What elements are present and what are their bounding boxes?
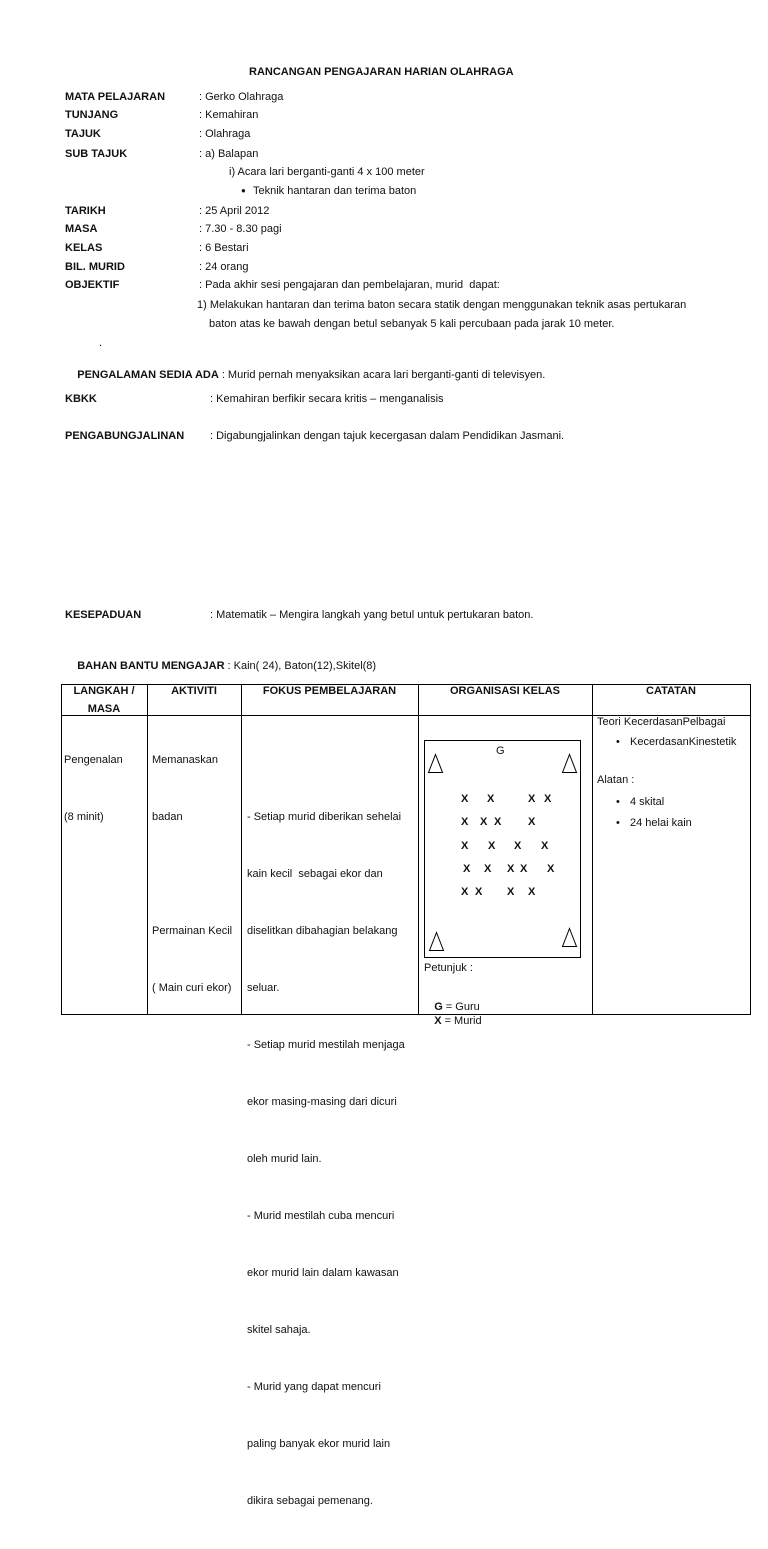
- fokus-line: ekor masing-masing dari dicuri: [247, 1096, 397, 1108]
- fokus-line: dikira sebagai pemenang.: [247, 1495, 373, 1507]
- student-mark: X: [480, 816, 488, 828]
- cell-aktiviti: [152, 713, 232, 1036]
- aktiviti-line: Memanaskan: [152, 754, 219, 766]
- student-mark: X: [494, 816, 502, 828]
- student-mark: X: [487, 793, 495, 805]
- student-mark: X: [528, 886, 536, 898]
- cell-fokus: [247, 770, 405, 1549]
- aktiviti-line: Permainan Kecil: [152, 925, 233, 937]
- aktiviti-line: badan: [152, 811, 183, 823]
- legend-item: [422, 1000, 482, 1042]
- label-kelas: KELAS: [65, 242, 103, 254]
- fokus-line: skitel sahaja.: [247, 1324, 311, 1336]
- student-mark: X: [520, 863, 528, 875]
- fokus-line: - Setiap murid diberikan sehelai: [247, 811, 402, 823]
- value-kesepaduan: : Matematik – Mengira langkah yang betul untuk pertukaran baton.: [210, 609, 534, 621]
- student-mark: X: [488, 840, 496, 852]
- langkah-line: (8 minit): [64, 811, 104, 823]
- pengalaman-line: [65, 354, 545, 396]
- label-pengabungjalinan: PENGABUNGJALINAN: [65, 430, 185, 442]
- student-mark: X: [514, 840, 522, 852]
- student-mark: X: [507, 886, 515, 898]
- legend-title: Petunjuk :: [424, 962, 473, 974]
- column-divider: [592, 685, 593, 1014]
- value-sub-tajuk: : a) Balapan: [199, 148, 259, 160]
- fokus-line: - Murid mestilah cuba mencuri: [247, 1210, 395, 1222]
- aktiviti-spacer: [152, 865, 232, 884]
- label-tajuk: TAJUK: [65, 128, 101, 140]
- fokus-line: ekor murid lain dalam kawasan: [247, 1267, 399, 1279]
- catatan-alatan: Alatan :: [597, 774, 635, 786]
- student-mark: X: [461, 793, 469, 805]
- sub-tajuk-subitem: Teknik hantaran dan terima baton: [253, 185, 417, 197]
- catatan-alatan-item: 4 skital: [630, 796, 665, 808]
- triangle-outline-icon: [562, 928, 577, 947]
- legend-key: G: [434, 1001, 443, 1013]
- label-pengalaman: PENGALAMAN SEDIA ADA: [77, 369, 219, 381]
- fokus-line: oleh murid lain.: [247, 1153, 322, 1165]
- header-aktiviti: AKTIVITI: [171, 685, 217, 697]
- value-objektif: : Pada akhir sesi pengajaran dan pembelajaran, murid dapat:: [199, 279, 500, 291]
- student-mark: X: [463, 863, 471, 875]
- legend-desc: = Murid: [444, 1015, 482, 1027]
- triangle-outline-icon: [429, 932, 444, 951]
- label-kbkk: KBKK: [65, 393, 97, 405]
- stray-mark: .: [99, 337, 103, 349]
- label-masa: MASA: [65, 223, 98, 235]
- objektif-line: baton atas ke bawah dengan betul sebanyak 5 kali percubaan pada jarak 10 meter.: [209, 318, 615, 330]
- catatan-teori: Teori KecerdasanPelbagai: [597, 716, 726, 728]
- value-tajuk: : Olahraga: [199, 128, 251, 140]
- bullet-icon: •: [616, 736, 620, 748]
- aktiviti-line: ( Main curi ekor): [152, 982, 232, 994]
- langkah-line: Pengenalan: [64, 754, 123, 766]
- label-bil-murid: BIL. MURID: [65, 261, 125, 273]
- header-organisasi: ORGANISASI KELAS: [449, 685, 560, 697]
- student-mark: X: [528, 816, 536, 828]
- label-tunjang: TUNJANG: [65, 109, 119, 121]
- catatan-alatan-item: 24 helai kain: [630, 817, 692, 829]
- header-fokus: FOKUS PEMBELAJARAN: [262, 685, 397, 697]
- value-kbkk: : Kemahiran berfikir secara kritis – menganalisis: [210, 393, 444, 405]
- bahan-line: [65, 645, 376, 687]
- document-title: RANCANGAN PENGAJARAN HARIAN OLAHRAGA: [249, 66, 514, 78]
- student-mark: X: [507, 863, 515, 875]
- fokus-line: kain kecil sebagai ekor dan: [247, 868, 383, 880]
- value-tarikh: : 25 April 2012: [199, 205, 270, 217]
- fokus-line: diselitkan dibahagian belakang: [247, 925, 398, 937]
- value-pengabungjalinan: : Digabungjalinkan dengan tajuk kecergasan dalam Pendidikan Jasmani.: [210, 430, 565, 442]
- field-diagram: [424, 740, 581, 958]
- student-mark: X: [547, 863, 555, 875]
- label-mata-pelajaran: MATA PELAJARAN: [65, 91, 166, 103]
- column-divider: [241, 685, 242, 1014]
- value-mata-pelajaran: : Gerko Olahraga: [199, 91, 284, 103]
- objektif-line: 1) Melakukan hantaran dan terima baton secara statik dengan menggunakan teknik asas pertukaran: [197, 299, 687, 311]
- sub-tajuk-item: i) Acara lari berganti-ganti 4 x 100 meter: [229, 166, 425, 178]
- student-mark: X: [461, 840, 469, 852]
- fokus-line: seluar.: [247, 982, 280, 994]
- column-divider: [418, 685, 419, 1014]
- value-bil-murid: : 24 orang: [199, 261, 249, 273]
- label-kesepaduan: KESEPADUAN: [65, 609, 142, 621]
- value-pengalaman: : Murid pernah menyaksikan acara lari berganti-ganti di televisyen.: [221, 369, 546, 381]
- student-mark: X: [484, 863, 492, 875]
- value-masa: : 7.30 - 8.30 pagi: [199, 223, 282, 235]
- student-mark: X: [461, 816, 469, 828]
- header-langkah-masa: MASA: [87, 703, 121, 715]
- value-tunjang: : Kemahiran: [199, 109, 259, 121]
- student-mark: X: [544, 793, 552, 805]
- catatan-teori-item: KecerdasanKinestetik: [630, 736, 737, 748]
- bullet-icon: •: [616, 796, 620, 808]
- fokus-line: - Setiap murid mestilah menjaga: [247, 1039, 405, 1051]
- value-kelas: : 6 Bestari: [199, 242, 249, 254]
- fokus-line: - Murid yang dapat mencuri: [247, 1381, 381, 1393]
- value-bahan: : Kain( 24), Baton(12),Skitel(8): [227, 660, 377, 672]
- legend-desc: = Guru: [445, 1001, 480, 1013]
- student-mark: X: [461, 886, 469, 898]
- label-bahan: BAHAN BANTU MENGAJAR: [77, 660, 225, 672]
- legend-key: X: [434, 1015, 442, 1027]
- triangle-outline-icon: [562, 754, 577, 773]
- header-catatan: CATATAN: [646, 685, 696, 697]
- cell-langkah: [64, 713, 123, 865]
- triangle-outline-icon: [428, 754, 443, 773]
- teacher-mark: G: [496, 745, 505, 757]
- student-mark: X: [475, 886, 483, 898]
- student-mark: X: [528, 793, 536, 805]
- header-langkah: LANGKAH /: [73, 685, 135, 697]
- student-mark: X: [541, 840, 549, 852]
- label-sub-tajuk: SUB TAJUK: [65, 148, 128, 160]
- fokus-line: paling banyak ekor murid lain: [247, 1438, 391, 1450]
- label-tarikh: TARIKH: [65, 205, 106, 217]
- bullet-icon: ●: [241, 186, 246, 195]
- bullet-icon: •: [616, 817, 620, 829]
- column-divider: [147, 685, 148, 1014]
- label-objektif: OBJEKTIF: [65, 279, 120, 291]
